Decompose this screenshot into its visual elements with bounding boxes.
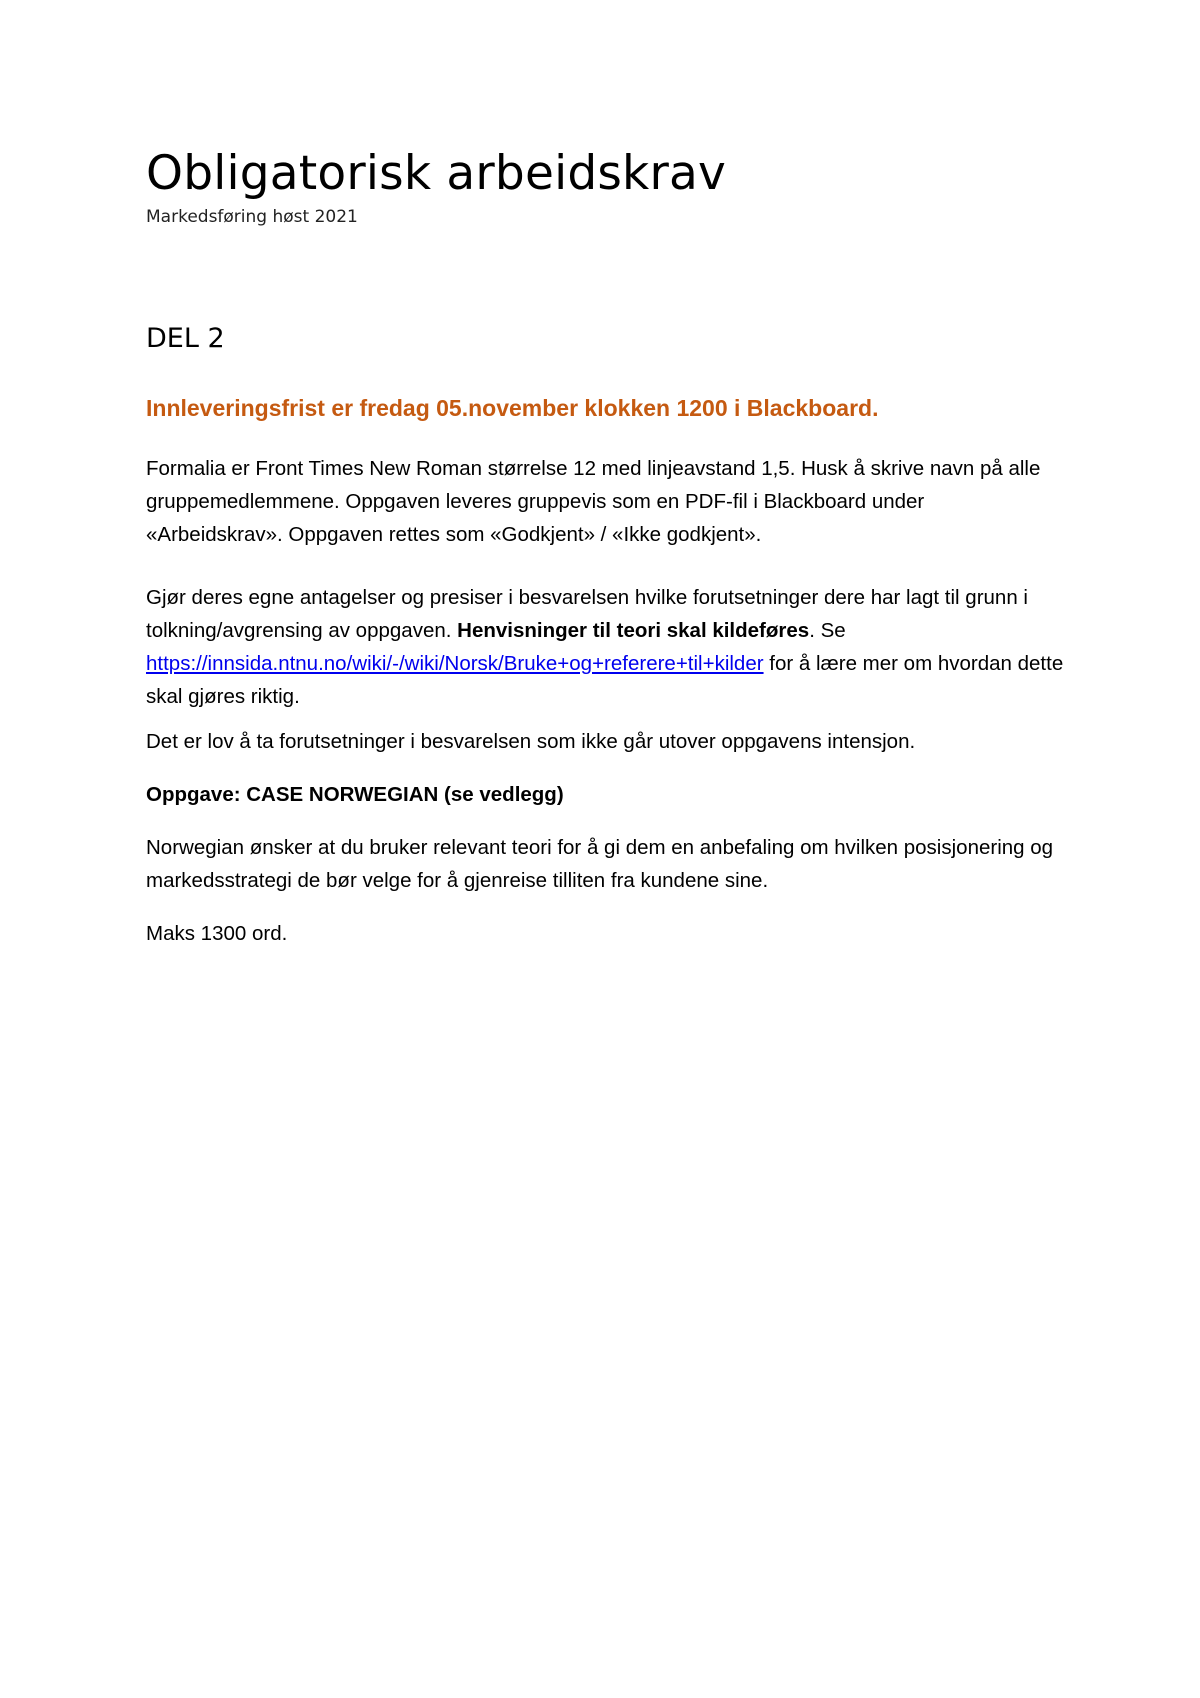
task-paragraph: Norwegian ønsker at du bruker relevant teori for å gi dem en anbefaling om hvilken posisjonering og markedsstrategi de bør velge for å gjenreise tilliten fra kundene sine. [146,836,1054,892]
document-content [146,146,1066,950]
sources-link[interactable]: https://innsida.ntnu.no/wiki/-/wiki/Norsk/Bruke+og+referere+til+kilder [146,652,764,675]
assumptions-see: . Se [809,619,846,642]
allowed-paragraph: Det er lov å ta forutsetninger i besvarelsen som ikke går utover oppgavens intensjon. [146,730,916,753]
assumptions-tail: for å lære mer om hvordan dette skal gjøres riktig. [146,652,1064,708]
assumptions-text: Gjør deres egne antagelser og presiser i besvarelsen hvilke forutsetninger dere har lagt til grunn i tolkning/avgrensing av oppgaven. [146,586,1028,642]
max-words: Maks 1300 ord. [146,922,288,945]
formalia-paragraph: Formalia er Front Times New Roman størrelse 12 med linjeavstand 1,5. Husk å skrive navn på alle gruppemedlemmene. Oppgaven leveres gruppevis som en PDF-fil i Blackboard under «Arbeidskrav». Oppgaven rettes som «Godkjent» / «Ikke godkjent». [146,457,1041,546]
section-heading: DEL 2 [146,323,225,354]
deadline-text: Innleveringsfrist er fredag 05.november klokken 1200 i Blackboard. [146,395,879,421]
citation-requirement: Henvisninger til teori skal kildeføres [457,619,810,642]
document-subtitle: Markedsføring høst 2021 [146,207,358,227]
assumptions-paragraph [146,581,1066,713]
document-title: Obligatorisk arbeidskrav [146,146,726,201]
task-heading: Oppgave: CASE NORWEGIAN (se vedlegg) [146,783,564,806]
